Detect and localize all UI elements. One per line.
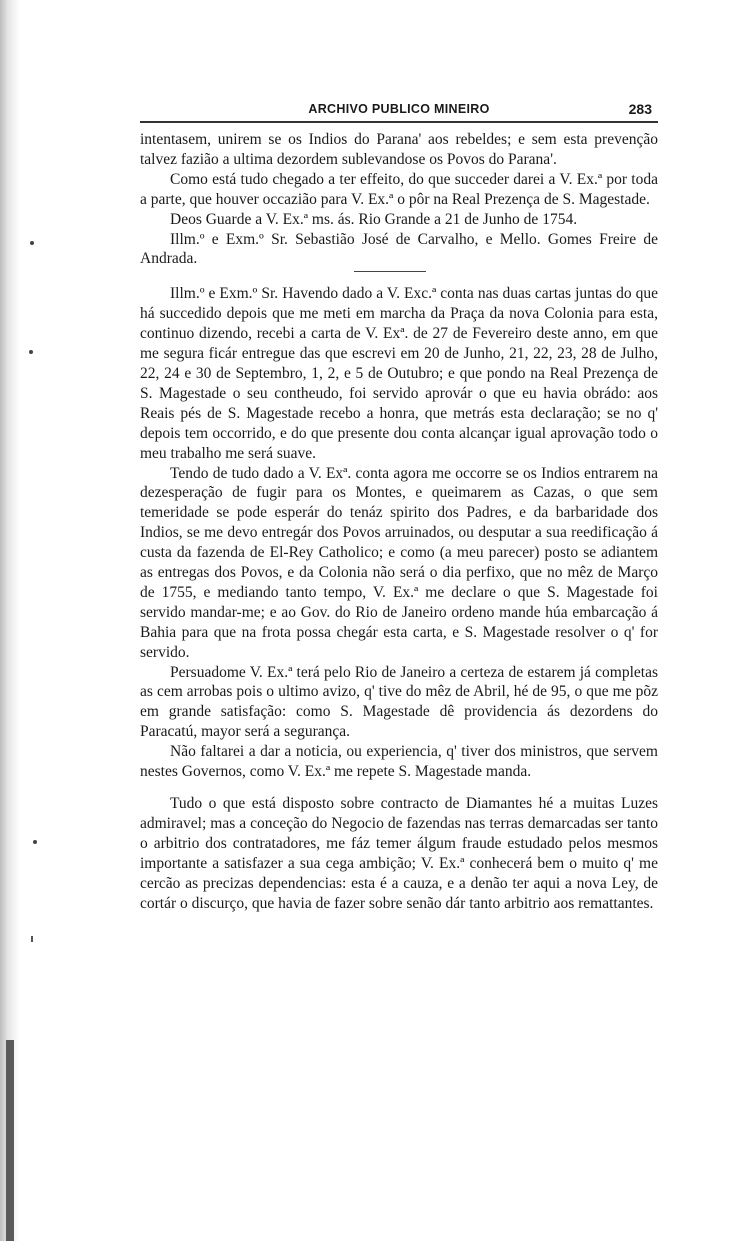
margin-mark <box>29 350 33 354</box>
scan-edge-bar <box>6 1040 14 1241</box>
paragraph: Illm.º e Exm.º Sr. Sebastião José de Carvalho, e Mello. Gomes Freire de Andrada. <box>140 230 658 268</box>
margin-mark <box>31 936 33 942</box>
paragraph: Tudo o que está disposto sobre contracto de Diamantes hé a muitas Luzes admiravel; mas a conceção do Negocio de fazendas nas terras demarcadas ser tanto o arbitrio dos contratadores, me fáz temer álgum fraude estudado pelos mesmos importante a satisfazer a sua cega ambição; V. Ex.ª conhecerá bem o muito q' me cercão as precizas dependencias: esta é a cauza, e a denão ter aqui a nova Ley, de cortár o discurço, que havia de fazer sobre senão dár tanto arbitrio aos remattantes. <box>140 795 658 912</box>
margin-mark <box>33 840 37 844</box>
paragraph: Não faltarei a dar a noticia, ou experiencia, q' tiver dos ministros, que servem nestes Governos, como V. Ex.ª me repete S. Magestade manda. <box>140 743 658 781</box>
paragraph: intentasem, unirem se os Indios do Parana' aos rebeldes; e sem esta prevenção talvez fazião a ultima dezordem sublevandose os Povos do Parana'. <box>140 131 658 168</box>
page-header <box>140 100 658 124</box>
section-divider <box>354 271 426 272</box>
body-text <box>140 130 658 913</box>
running-head: ARCHIVO PUBLICO MINEIRO <box>308 102 490 116</box>
paragraph: Tendo de tudo dado a V. Exª. conta agora me occorre se os Indios entrarem na dezesperação de fugir para os Montes, e queimarem as Cazas, o que sem temeridade se pode esperár do tenáz spirito dos Padres, e da barbaridade dos Indios, se me devo entregár dos Povos arruinados, ou desputar a sua reedificação á custa da fazenda de El-Rey Catholico; e como (a meu parecer) posto se adiantem as entregas dos Povos, e da Colonia não será o dia perfixo, que no mêz de Março de 1755, e mediando tanto tempo, V. Ex.ª me declare o que S. Magestade foi servido mandar-me; e ao Gov. do Rio de Janeiro ordeno mande húa embarcação á Bahia para que na frota possa chegár esta carta, e S. Magestade resolver o q' for servido. <box>140 464 658 661</box>
paragraph: Illm.º e Exm.º Sr. Havendo dado a V. Exc.ª conta nas duas cartas juntas do que há succedido depois que me meti em marcha da Praça da nova Colonia para esta, continuo dizendo, recebi a carta de V. Exª. de 27 de Fevereiro deste anno, em que me segura ficár entregue das que escrevi em 20 de Junho, 21, 22, 23, 28 de Julho, 22, 24 e 30 de Septembro, 1, 2, e 5 de Outubro; e que pondo na Real Prezença de S. Magestade o seu contheudo, foi servido aprovár o que eu havia obrádo: aos Reais pés de S. Magestade recebo a honra, que metrás esta declaração; se no q' depois tem occorrido, e do que presente dou conta alcançar igual aprovação todo o meu trabalho me será suave. <box>140 285 658 462</box>
header-rule <box>140 121 658 123</box>
page-number: 283 <box>628 101 652 117</box>
margin-mark <box>30 241 34 245</box>
scan-edge <box>0 0 20 1241</box>
paragraph: Deos Guarde a V. Ex.ª ms. ás. Rio Grande a 21 de Junho de 1754. <box>170 210 578 228</box>
paragraph: Como está tudo chegado a ter effeito, do que succeder darei a V. Ex.ª por toda a parte, que houver occazião para V. Ex.ª o pôr na Real Prezença de S. Magestade. <box>140 170 658 208</box>
paragraph: Persuadome V. Ex.ª terá pelo Rio de Janeiro a certeza de estarem já completas as cem arrobas pois o ultimo avizo, q' tive do mêz de Abril, hé de 95, o que me põz em grande satisfação: como S. Magestade dê providencia ás dezordens do Paracatú, mayor será a segurança. <box>140 663 658 741</box>
